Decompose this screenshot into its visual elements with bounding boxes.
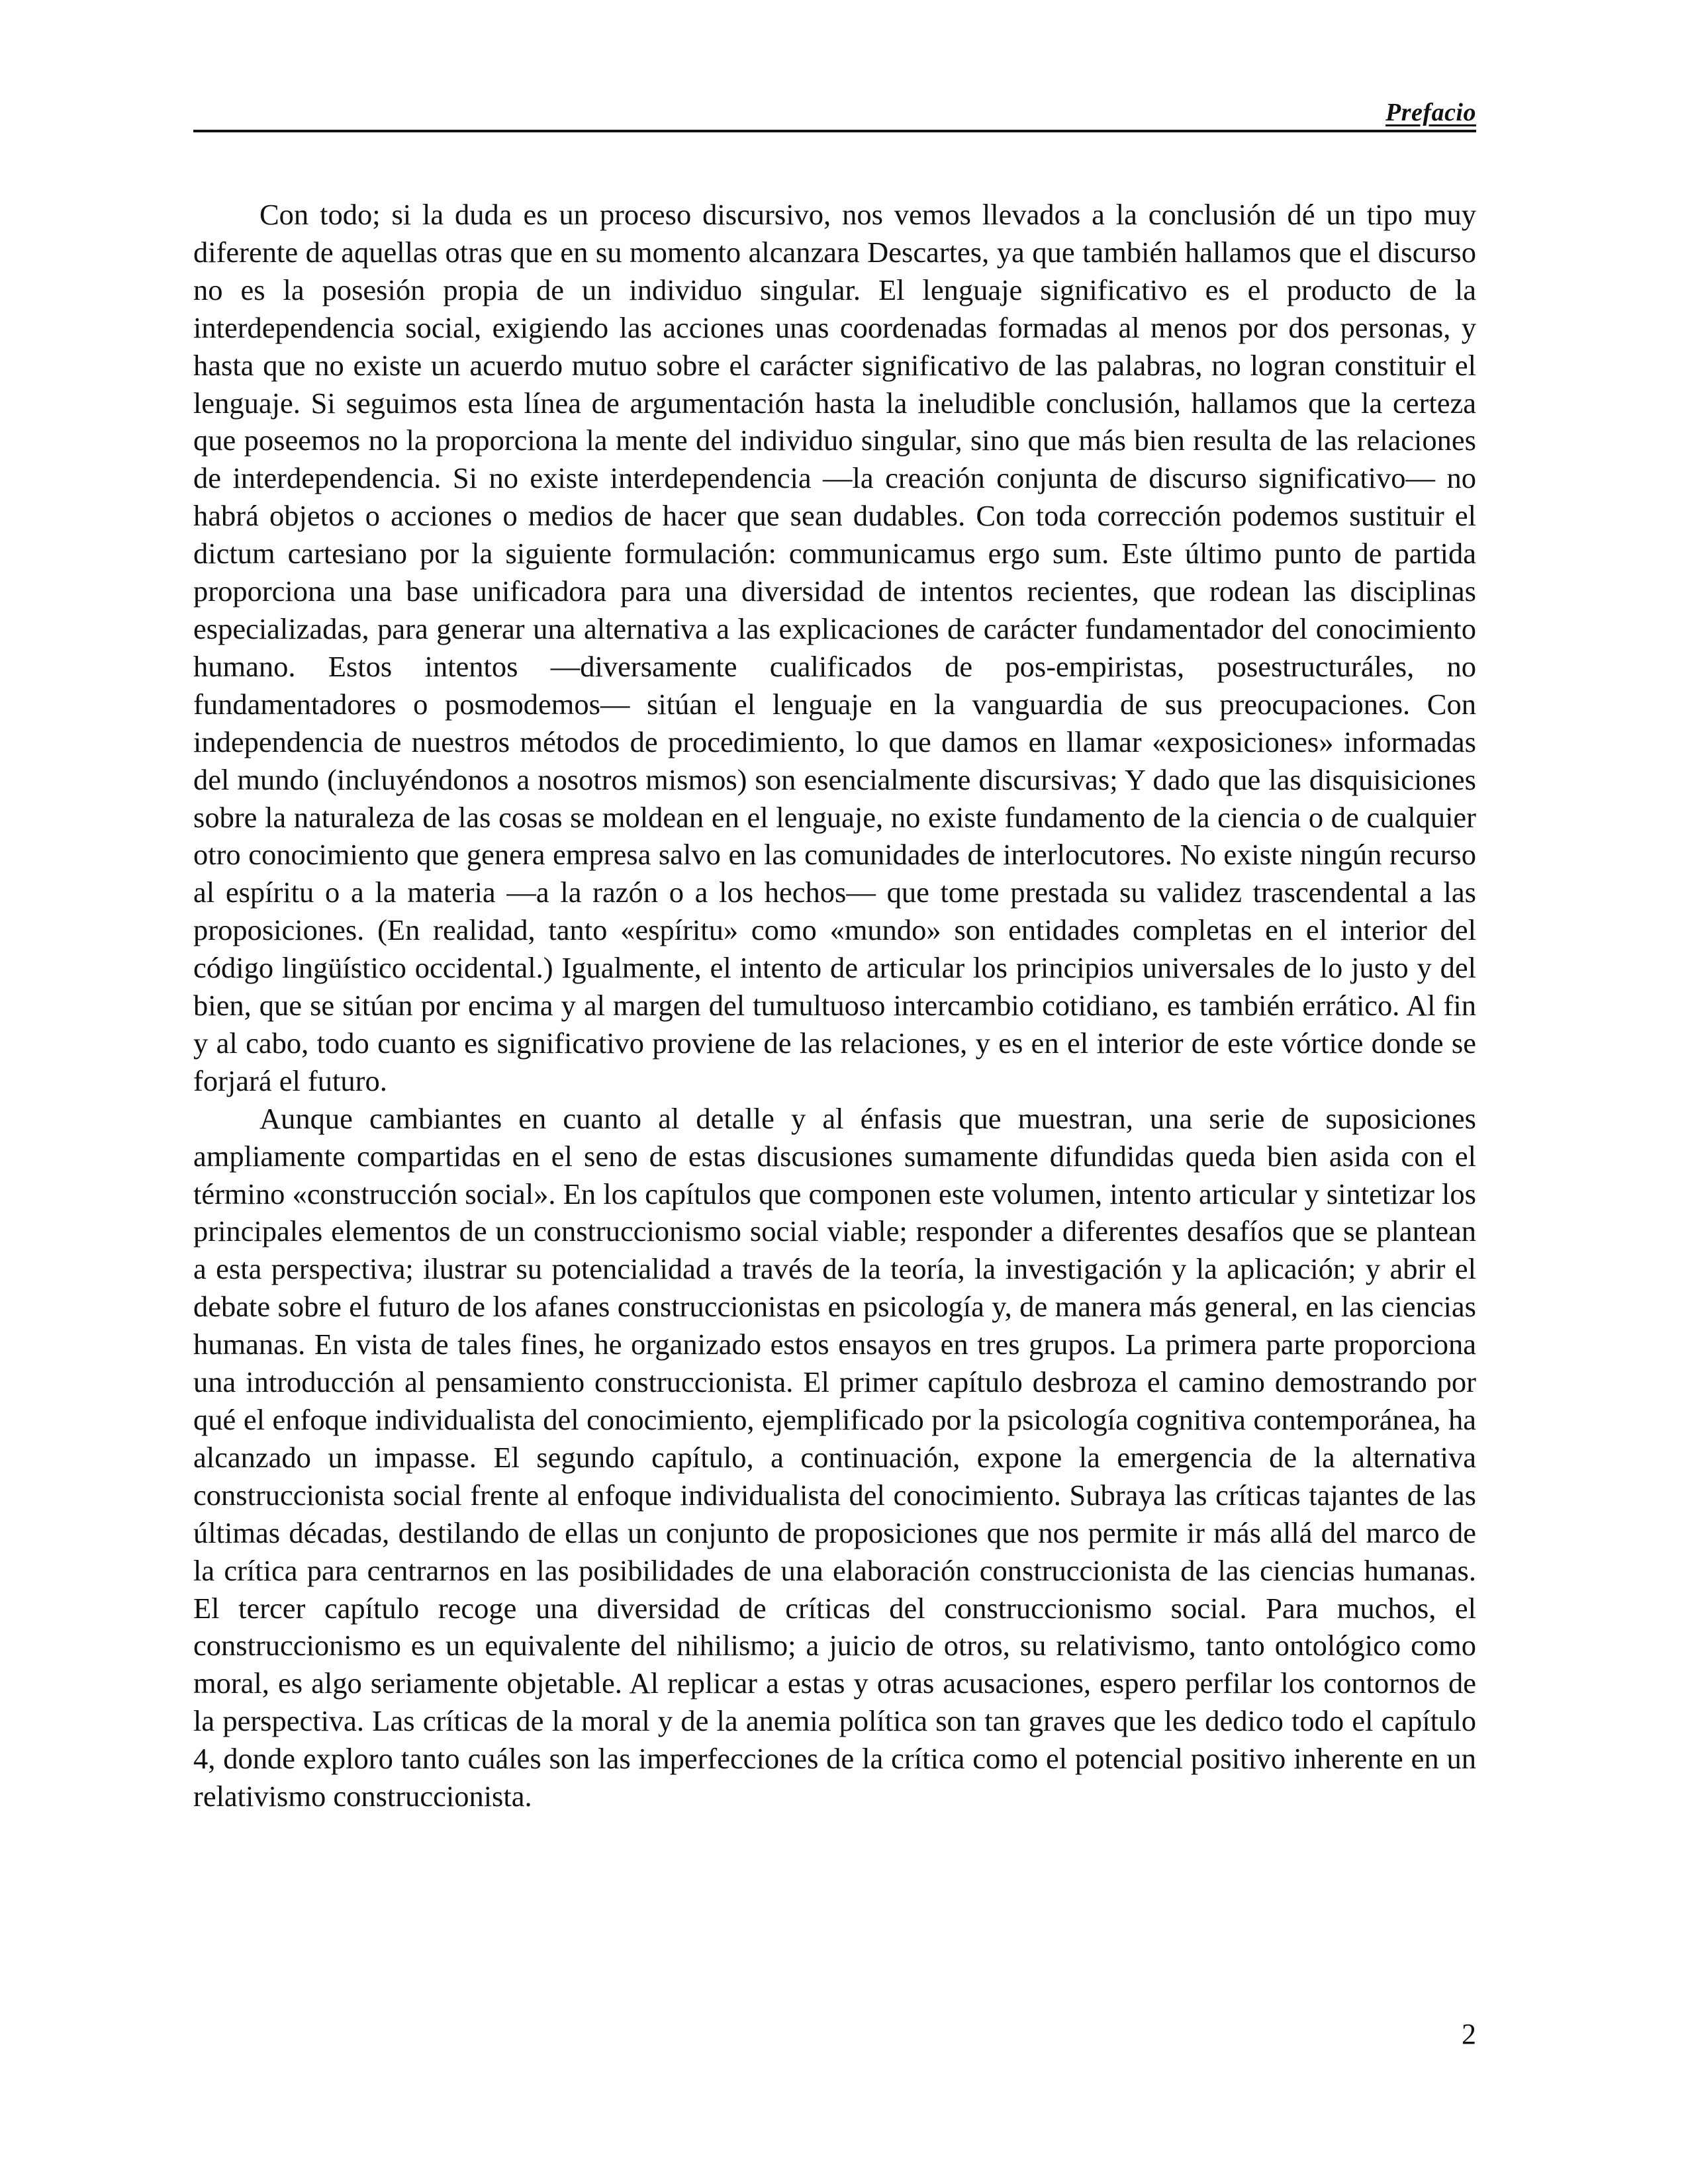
- page-number: 2: [1462, 2018, 1476, 2050]
- body-text: [193, 196, 1476, 1815]
- paragraph-2: Aunque cambiantes en cuanto al detalle y al énfasis que muestran, una serie de suposiciones ampliamente compartidas en el seno de estas discusiones sumamente difundidas queda bien asida con el término «construcción social». En los capítulos que componen este volumen, intento articular y sintetizar los principales elementos de un construccionismo social viable; responder a diferentes desafíos que se plantean a esta perspectiva; ilustrar su potencialidad a través de la teoría, la investigación y la aplicación; y abrir el debate sobre el futuro de los afanes construccionistas en psicología y, de manera más general, en las ciencias humanas. En vista de tales fines, he organizado estos ensayos en tres grupos. La primera parte proporciona una introducción al pensamiento construccionista. El primer capítulo desbroza el camino demostrando por qué el enfoque individualista del conocimiento, ejemplificado por la psicología cognitiva contemporánea, ha alcanzado un impasse. El segundo capítulo, a continuación, expone la emergencia de la alternativa construccionista social frente al enfoque individualista del conocimiento. Subraya las críticas tajantes de las últimas décadas, destilando de ellas un conjunto de proposiciones que nos permite ir más allá del marco de la crítica para centrarnos en las posibilidades de una elaboración construccionista de las ciencias humanas. El tercer capítulo recoge una diversidad de críticas del construccionismo social. Para muchos, el construccionismo es un equivalente del nihilismo; a juicio de otros, su relativismo, tanto ontológico como moral, es algo seriamente objetable. Al replicar a estas y otras acusaciones, espero perfilar los contornos de la perspectiva. Las críticas de la moral y de la anemia política son tan graves que les dedico todo el capítulo 4, donde exploro tanto cuáles son las imperfecciones de la crítica como el potencial positivo inherente en un relativismo construccionista.: [193, 1101, 1476, 1813]
- running-header: [193, 99, 1476, 132]
- header-title: Prefacio: [1385, 99, 1476, 126]
- paragraph-1: Con todo; si la duda es un proceso discursivo, nos vemos llevados a la conclusión dé un tipo muy diferente de aquellas otras que en su momento alcanzara Descartes, ya que también hallamos que el discurso no es la posesión propia de un individuo singular. El lenguaje significativo es el producto de la interdependencia social, exigiendo las acciones unas coordenadas formadas al menos por dos personas, y hasta que no existe un acuerdo mutuo sobre el carácter significativo de las palabras, no logran constituir el lenguaje. Si seguimos esta línea de argumentación hasta la ineludible conclusión, hallamos que la certeza que poseemos no la proporciona la mente del individuo singular, sino que más bien resulta de las relaciones de interdependencia. Si no existe interdependencia —la creación conjunta de discurso significativo— no habrá objetos o acciones o medios de hacer que sean dudables. Con toda corrección podemos sustituir el dictum cartesiano por la siguiente formulación: communicamus ergo sum. Este último punto de partida proporciona una base unificadora para una diversidad de intentos recientes, que rodean las disciplinas especializadas, para generar una alternativa a las explicaciones de carácter fundamentador del conocimiento humano. Estos intentos —diversamente cualificados de pos-empiristas, posestructuráles, no fundamentadores o posmodemos— sitúan el lenguaje en la vanguardia de sus preocupaciones. Con independencia de nuestros métodos de procedimiento, lo que damos en llamar «exposiciones» informadas del mundo (incluyéndonos a nosotros mismos) son esencialmente discursivas; Y dado que las disquisiciones sobre la naturaleza de las cosas se moldean en el lenguaje, no existe fundamento de la ciencia o de cualquier otro conocimiento que genera empresa salvo en las comunidades de interlocutores. No existe ningún recurso al espíritu o a la materia —a la razón o a los hechos— que tome prestada su validez trascendental a las proposiciones. (En realidad, tanto «espíritu» como «mundo» son entidades completas en el interior del código lingüístico occidental.) Igualmente, el intento de articular los principios universales de lo justo y del bien, que se sitúan por encima y al margen del tumultuoso intercambio cotidiano, es también errático. Al fin y al cabo, todo cuanto es significativo proviene de las relaciones, y es en el interior de este vórtice donde se forjará el futuro.: [193, 198, 1476, 1097]
